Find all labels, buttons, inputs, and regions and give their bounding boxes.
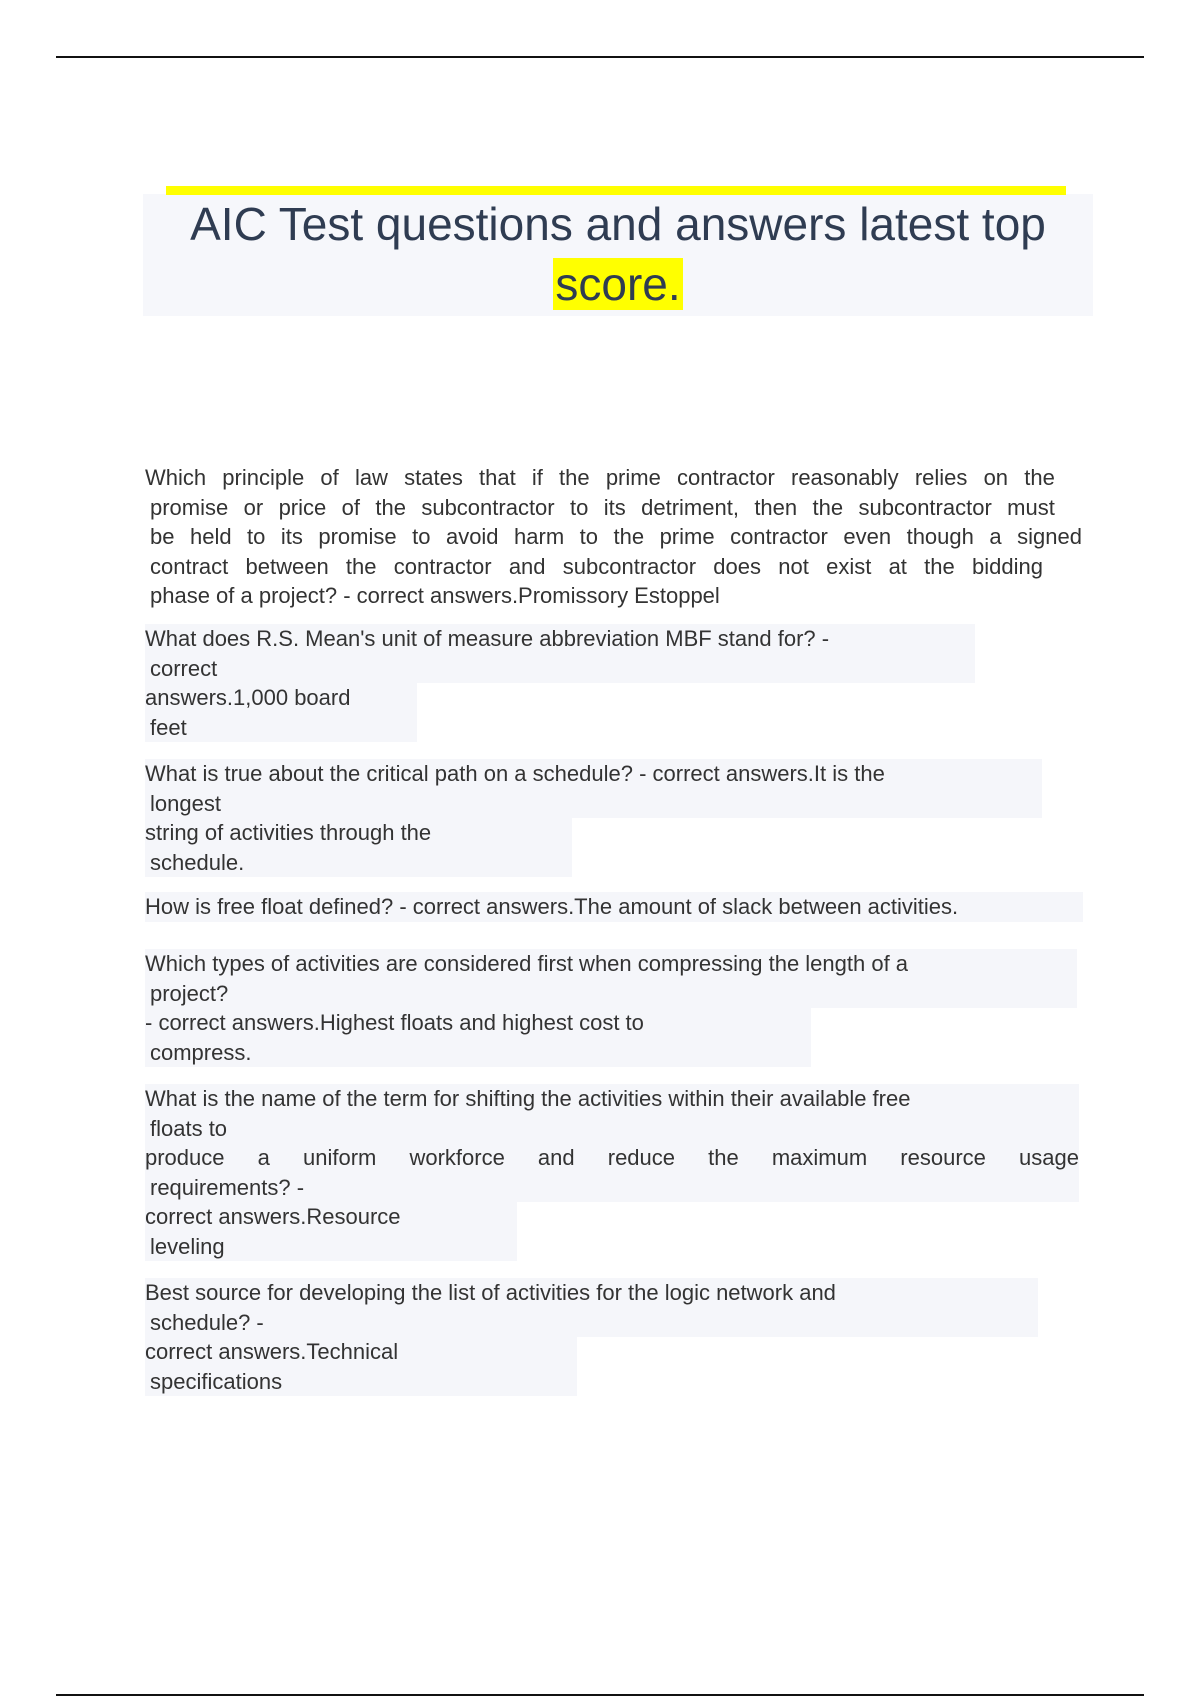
qa-item-3 [145,759,1042,877]
qa-line: schedule. [145,848,572,878]
qa-line: What is the name of the term for shifting the activities within their available free [145,1084,1079,1114]
qa-line: schedule? - [145,1308,1038,1338]
qa-line: correct [145,654,975,684]
qa-line: requirements? - [145,1173,1079,1203]
qa-line: answers.1,000 board [145,683,417,713]
qa-line: project? [145,979,1077,1009]
qa-item-4 [145,892,1083,922]
qa-item-6 [145,1084,1079,1261]
header-rule [56,56,1144,58]
qa-item-7 [145,1278,1038,1396]
qa-line: Best source for developing the list of activities for the logic network and [145,1278,1038,1308]
title-main: AIC Test questions and answers latest top [190,198,1046,250]
qa-item-5 [145,949,1077,1067]
qa-line: correct answers.Technical [145,1337,577,1367]
qa-line: Which types of activities are considered first when compressing the length of a [145,949,1077,979]
footer-rule [56,1694,1144,1696]
qa-line: correct answers.Resource [145,1202,517,1232]
qa-line: contract between the contractor and subcontractor does not exist at the bidding [150,553,1043,579]
page-title [143,194,1093,314]
qa-line: promise or price of the subcontractor to its detriment, then the subcontractor must [150,494,1055,520]
qa-item-2 [145,624,975,742]
qa-line: - correct answers.Highest floats and highest cost to [145,1008,811,1038]
qa-line: be held to its promise to avoid harm to the prime contractor even though a signed [150,524,1082,549]
qa-line: produce a uniform workforce and reduce the maximum resource usage [145,1143,1079,1173]
qa-line: feet [145,713,417,743]
qa-line: Which principle of law states that if the prime contractor reasonably relies on the [145,465,1055,490]
qa-line: longest [145,789,1042,819]
qa-line: What does R.S. Mean's unit of measure abbreviation MBF stand for? - [145,624,975,654]
qa-line: string of activities through the [145,818,572,848]
qa-line: floats to [145,1114,1079,1144]
qa-line: How is free float defined? - correct answers.The amount of slack between activities. [145,892,1083,922]
qa-line: What is true about the critical path on a schedule? - correct answers.It is the [145,759,1042,789]
qa-line: leveling [145,1232,517,1262]
qa-item-1 [145,463,1082,611]
title-highlighted-word: score. [555,258,681,310]
qa-line: phase of a project? - correct answers.Promissory Estoppel [150,583,720,608]
qa-line: specifications [145,1367,577,1397]
qa-line: compress. [145,1038,811,1068]
